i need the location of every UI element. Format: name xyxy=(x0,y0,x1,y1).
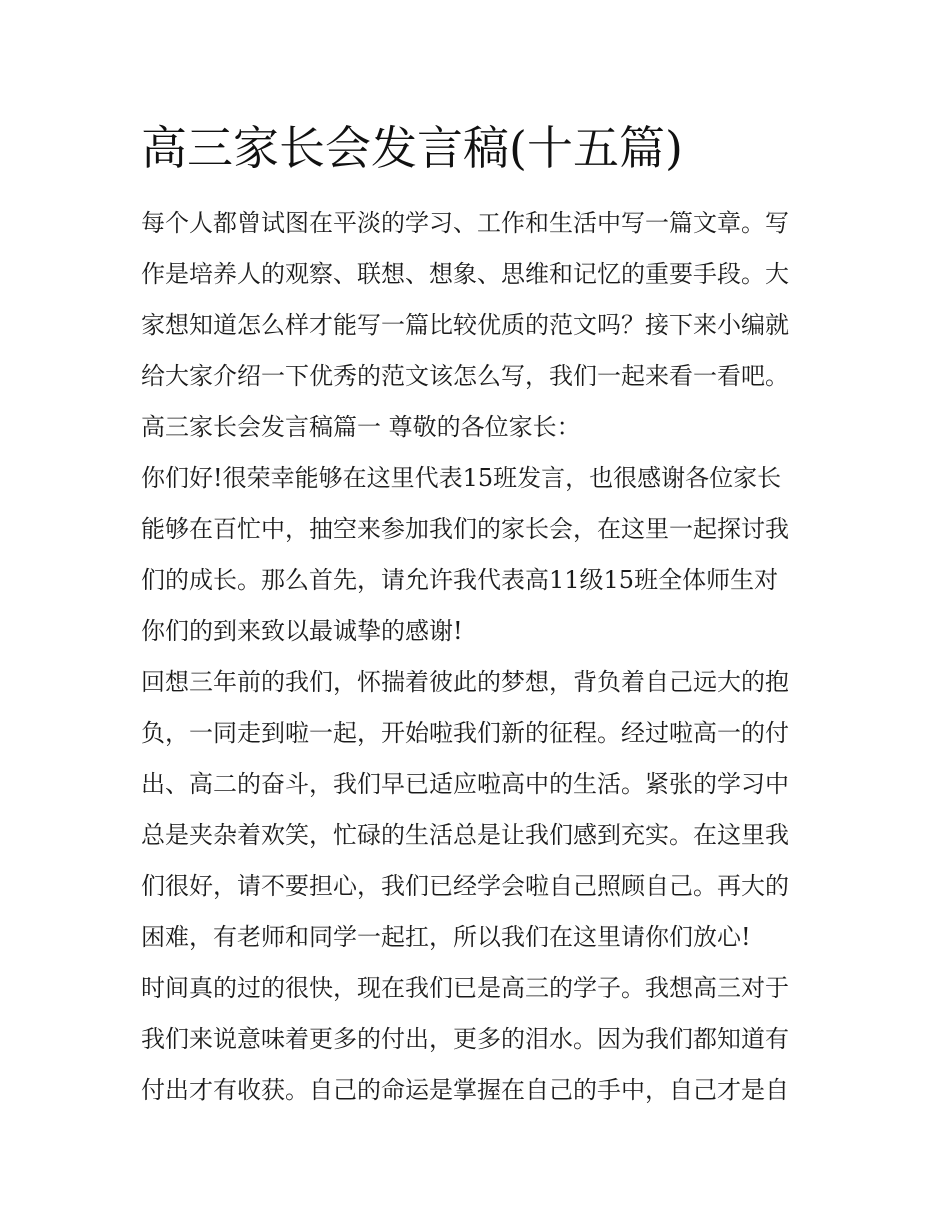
text-line: 们的成长。那么首先，请允许我代表高11级15班全体师生对 xyxy=(141,566,779,594)
document-title: 高三家长会发言稿(十五篇) xyxy=(141,121,683,175)
text-line: 我们来说意味着更多的付出，更多的泪水。因为我们都知道有 xyxy=(141,1025,789,1053)
text-line: 出、高二的奋斗，我们早已适应啦高中的生活。紧张的学习中 xyxy=(141,770,789,798)
document-body xyxy=(141,198,813,1116)
text-line: 困难，有老师和同学一起扛，所以我们在这里请你们放心! xyxy=(141,923,751,951)
text-line: 负，一同走到啦一起，开始啦我们新的征程。经过啦高一的付 xyxy=(141,719,789,747)
section-heading-line: 高三家长会发言稿篇一 尊敬的各位家长： xyxy=(141,413,581,441)
text-line: 总是夹杂着欢笑，忙碌的生活总是让我们感到充实。在这里我 xyxy=(141,821,789,849)
text-line: 付出才有收获。自己的命运是掌握在自己的手中，自己才是自 xyxy=(141,1076,789,1104)
text-line: 时间真的过的很快，现在我们已是高三的学子。我想高三对于 xyxy=(141,974,789,1002)
text-line: 每个人都曾试图在平淡的学习、工作和生活中写一篇文章。写 xyxy=(141,209,789,237)
text-line: 作是培养人的观察、联想、想象、思维和记忆的重要手段。大 xyxy=(141,260,789,288)
text-line: 你们好!很荣幸能够在这里代表15班发言，也很感谢各位家长 xyxy=(141,464,782,492)
text-line: 们很好，请不要担心，我们已经学会啦自己照顾自己。再大的 xyxy=(141,872,789,900)
text-line: 给大家介绍一下优秀的范文该怎么写，我们一起来看一看吧。 xyxy=(141,362,789,390)
text-line: 家想知道怎么样才能写一篇比较优质的范文吗？接下来小编就 xyxy=(141,311,789,339)
text-line: 你们的到来致以最诚挚的感谢! xyxy=(141,617,463,645)
text-line: 回想三年前的我们，怀揣着彼此的梦想，背负着自己远大的抱 xyxy=(141,668,789,696)
text-line: 能够在百忙中，抽空来参加我们的家长会，在这里一起探讨我 xyxy=(141,515,789,543)
